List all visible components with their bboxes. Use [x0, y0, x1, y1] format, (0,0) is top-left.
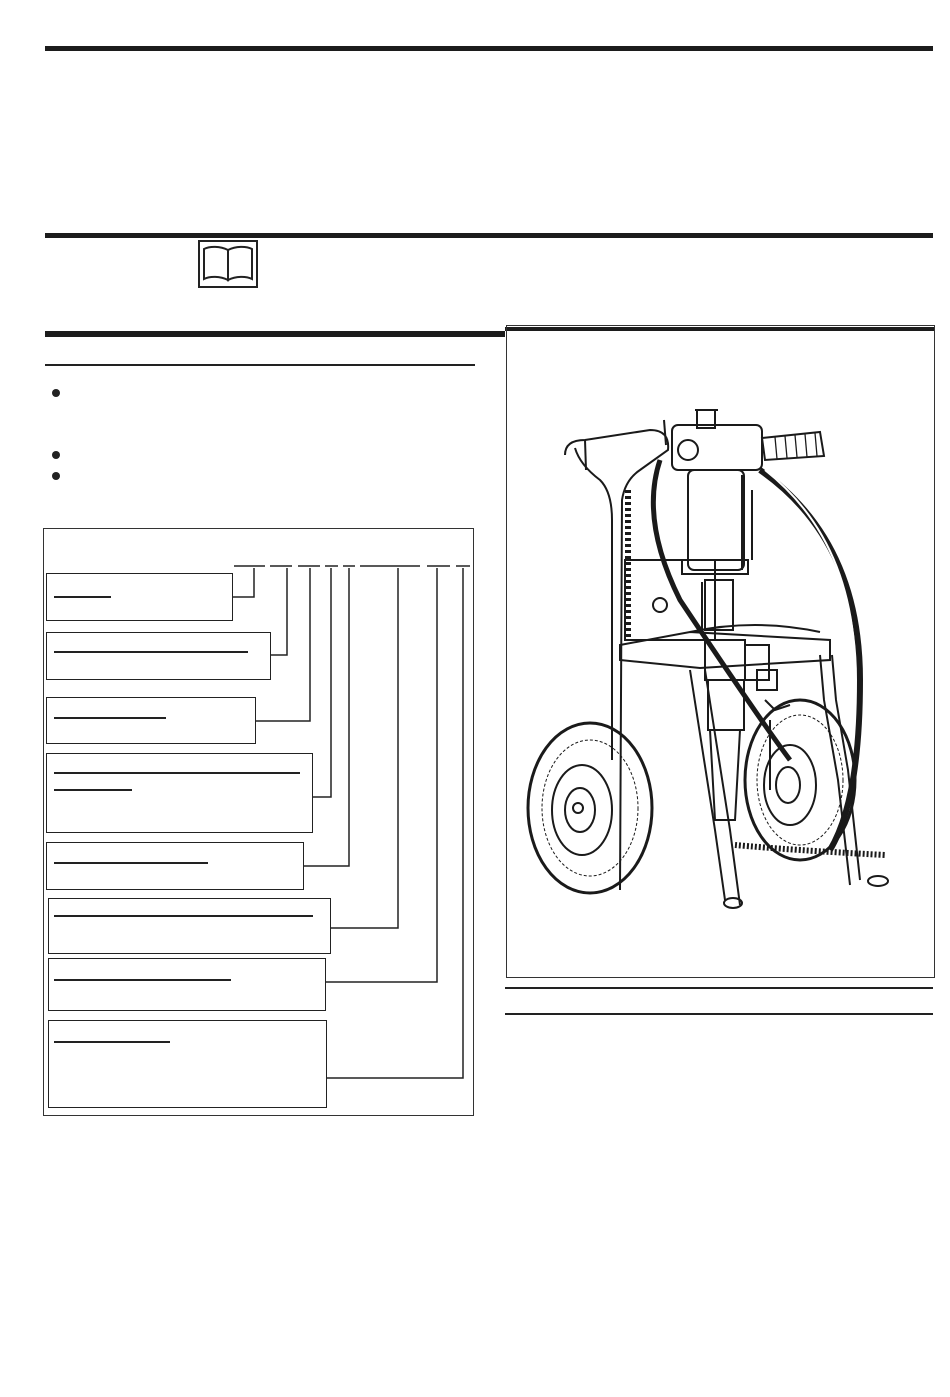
figure-caption-rule-top [505, 987, 933, 989]
figure-caption-rule-bottom [505, 1013, 933, 1015]
